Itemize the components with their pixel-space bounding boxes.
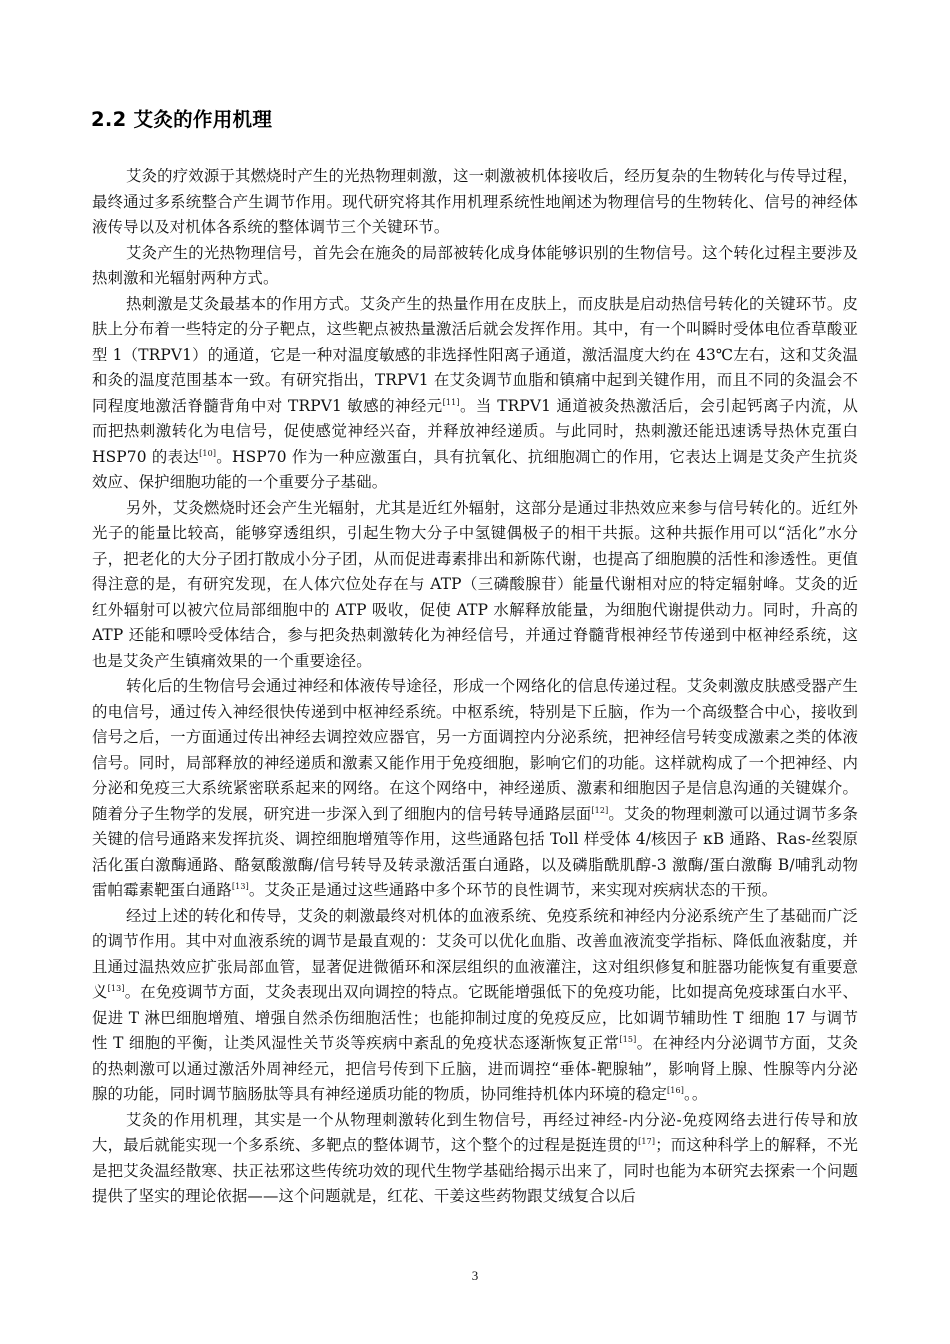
paragraph-text: 经过上述的转化和传导，艾灸的刺激最终对机体的血液系统、免疫系统和神经内分泌系统产生了基础而广泛的调节作用。其中对血液系统的调节是最直观的：艾灸可以优化血脂、改善血液流变学指标、降低血液黏度，并且通过温热效应扩张局部血管，显著促进微循环和深层组织的血液灌注，这对组织修复和脏器功能恢复有重要意义 [92,906,858,1001]
paragraph-text: 。。 [684,1085,708,1103]
paragraph [92,164,858,241]
citation-ref: [16] [667,1086,685,1095]
paragraph [92,292,858,496]
paragraph-text: 。在神经内分泌调节方面，艾灸的热刺激可以通过激活外周神经元，把信号传到下丘脑，进而调控“垂体-靶腺轴”，影响肾上腺、性腺等内分泌腺的功能，同时调节脑肠肽等具有神经递质功能的物质，协同维持机体内环境的稳定 [92,1034,858,1103]
citation-ref: [15] [619,1035,637,1044]
paragraph [92,1108,858,1210]
paragraph-text: 艾灸的作用机理，其实是一个从物理刺激转化到生物信号，再经过神经-内分泌-免疫网络去进行传导和放大，最后就能实现一个多系统、多靶点的整体调节，这个整个的过程是挺连贯的 [92,1110,858,1154]
paragraph [92,674,858,904]
section-heading: 2.2 艾灸的作用机理 [91,108,273,131]
paragraph-text: 另外，艾灸燃烧时还会产生光辐射，尤其是近红外辐射，这部分是通过非热效应来参与信号转化的。近红外光子的能量比较高，能够穿透组织，引起生物大分子中氢键偶极子的相干共振。这种共振作用可以“活化”水分子，把老化的大分子团打散成小分子团，从而促进毒素排出和新陈代谢，也提高了细胞膜的活性和渗透性。更值得注意的是，有研究发现，在人体穴位处存在与 ATP（三磷酸腺苷）能量代谢相对应的特定辐射峰。艾灸的近红外辐射可以被穴位局部细胞中的 ATP 吸收，促使 ATP 水解释放能量，为细胞代谢提供动力。同时，升高的 ATP 还能和嘌呤受体结合，参与把灸热刺激转化为神经信号，并通过脊髓背根神经节传递到中枢神经系统，这也是艾灸产生镇痛效果的一个重要途径。 [92,498,858,670]
paragraph-text: 艾灸的疗效源于其燃烧时产生的光热物理刺激，这一刺激被机体接收后，经历复杂的生物转化与传导过程，最终通过多系统整合产生调节作用。现代研究将其作用机理系统性地阐述为物理信号的生物转化、信号的神经体液传导以及对机体各系统的整体调节三个关键环节。 [92,167,858,236]
paragraph-text: 艾灸产生的光热物理信号，首先会在施灸的局部被转化成身体能够识别的生物信号。这个转化过程主要涉及热刺激和光辐射两种方式。 [92,243,858,287]
paragraph-text: 。在免疫调节方面，艾灸表现出双向调控的特点。它既能增强低下的免疫功能，比如提高免疫球蛋白水平、促进 T 淋巴细胞增殖、增强自然杀伤细胞活性；也能抑制过度的免疫反应，比如调节辅助性 T 细胞 17 与调节性 T 细胞的平衡，让类风湿性关节炎等疾病中紊乱的免疫状态逐渐恢复正常 [92,983,858,1052]
citation-ref: [11] [442,397,460,407]
paragraph-text: ；而这种科学上的解释，不光是把艾灸温经散寒、扶正祛邪这些传统功效的现代生物学基础给揭示出来了，同时也能为本研究去探索一个问题提供了坚实的理论依据——这个问题就是，红花、干姜这些药物跟艾绒复合以后 [92,1136,858,1205]
citation-ref: [17] [638,1137,656,1146]
citation-ref: [13] [231,882,249,891]
paragraph-text: 。艾灸的物理刺激可以通过调节多条关键的信号通路来发挥抗炎、调控细胞增殖等作用，这些通路包括 Toll 样受体 4/核因子 κB 通路、Ras-丝裂原活化蛋白激酶通路、酪氨酸激酶/信号转导及转录激活蛋白通路，以及磷脂酰肌醇-3 激酶/蛋白激酶 B/哺乳动物雷帕霉素靶蛋白通路 [92,804,858,899]
citation-ref: [12] [591,805,609,815]
paragraph-text: 。艾灸正是通过这些通路中多个环节的良性调节，来实现对疾病状态的干预。 [248,881,778,899]
page-number: 3 [471,1268,479,1283]
paragraph-text: 转化后的生物信号会通过神经和体液传导途径，形成一个网络化的信息传递过程。艾灸刺激皮肤感受器产生的电信号，通过传入神经很快传递到中枢神经系统。中枢系统，特别是下丘脑，作为一个高级整合中心，接收到信号之后，一方面通过传出神经去调控效应器官，另一方面调控内分泌系统，把神经信号转变成激素之类的体液信号。同时，局部释放的神经递质和激素又能作用于免疫细胞，影响它们的功能。这样就构成了一个把神经、内分泌和免疫三大系统紧密联系起来的网络。在这个网络中，神经递质、激素和细胞因子是信息沟通的关键媒介。随着分子生物学的发展，研究进一步深入到了细胞内的信号转导通路层面 [92,677,858,823]
body-text [92,164,858,1210]
citation-ref: [10] [199,448,217,458]
paragraph [92,904,858,1108]
citation-ref: [13] [107,984,125,993]
paragraph-text: 热刺激是艾灸最基本的作用方式。艾灸产生的热量作用在皮肤上，而皮肤是启动热信号转化的关键环节。皮肤上分布着一些特定的分子靶点，这些靶点被热量激活后就会发挥作用。其中，有一个叫瞬时受体电位香草酸亚型 1（TRPV1）的通道，它是一种对温度敏感的非选择性阳离子通道，激活温度大约在 43℃左右，这和艾灸温和灸的温度范围基本一致。有研究指出，TRPV1 在艾灸调节血脂和镇痛中起到关键作用，而且不同的灸温会不同程度地激活脊髓背角中对 TRPV1 敏感的神经元 [92,294,858,415]
paragraph [92,241,858,292]
paragraph [92,496,858,675]
paragraph-text: 。当 TRPV1 通道被灸热激活后，会引起钙离子内流，从而把热刺激转化为电信号，促使感觉神经兴奋，并释放神经递质。与此同时，热刺激还能迅速诱导热休克蛋白 HSP70 的表达 [92,396,858,466]
paragraph-text: 。HSP70 作为一种应激蛋白，具有抗氧化、抗细胞凋亡的作用，它表达上调是艾灸产生抗炎效应、保护细胞功能的一个重要分子基础。 [92,447,858,491]
